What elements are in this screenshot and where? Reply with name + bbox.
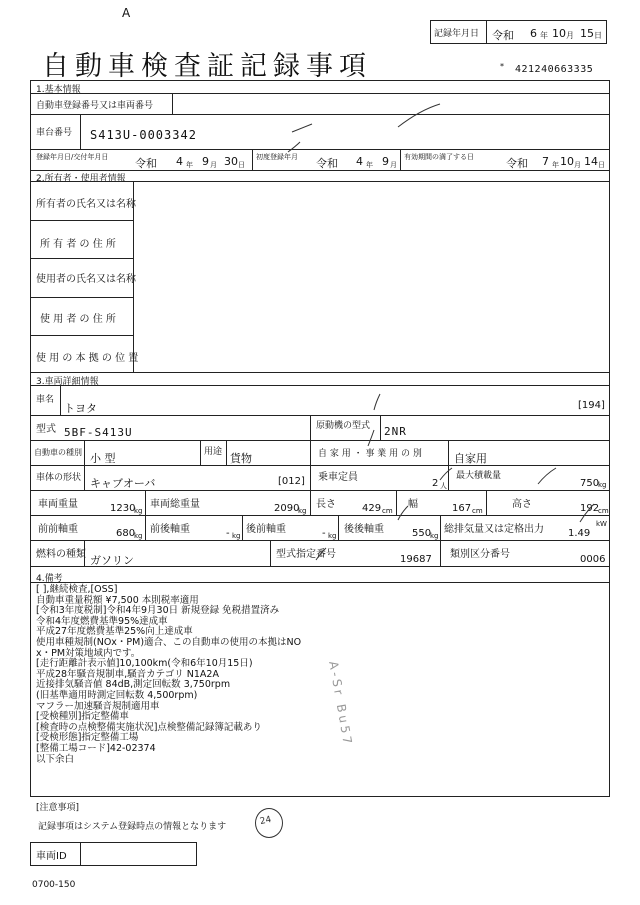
remark-line: 使用車種規制(NOx・PM)適合、この自動車の使用の本拠はNO — [36, 636, 302, 648]
serial-number: 421240663335 — [515, 64, 594, 75]
remark-line: マフラー加速騒音規制適用車 — [36, 700, 160, 712]
remark-line: [受検種別]指定整備車 — [36, 711, 129, 723]
notice-text: 記録事項はシステム登録時点の情報となります — [38, 822, 227, 832]
star-mark: * — [500, 62, 504, 71]
remark-line: x・PM対策地域内です。 — [36, 647, 141, 659]
handwritten-note: A-Sr Bu57 — [326, 660, 356, 748]
section-basic-title: 1.基本情報 — [36, 85, 81, 95]
record-date-label: 記録年月日 — [434, 29, 480, 39]
remark-line: [整備工場コード]42-02374 — [36, 742, 156, 754]
section-owner-title: 2.所有者・使用者情報 — [36, 174, 126, 184]
document-title: 自動車検査証記録事項 — [42, 51, 372, 82]
section-vehicle-title: 3.車両詳細情報 — [36, 377, 99, 387]
remark-line: 近接排気騒音値 84dB,測定回転数 3,750rpm — [36, 679, 231, 691]
remark-line: [受検形態]指定整備工場 — [36, 732, 139, 744]
form-number: 0700-150 — [32, 880, 76, 890]
remark-line: [走行距離計表示値]10,100km(令和6年10月15日) — [36, 658, 253, 670]
remark-line: 以下余白 — [36, 753, 75, 765]
remark-line: 平成27年度燃費基準25%向上達成車 — [36, 626, 193, 638]
section-remarks-title: 4.備考 — [36, 574, 63, 584]
notice-label: [注意事項] — [36, 803, 80, 813]
remark-line: 自動車重量税額 ¥7,500 本則税率適用 — [36, 594, 199, 606]
remark-line: 平成28年騒音規制車,騒音カテゴリ N1A2A — [36, 668, 219, 680]
remark-line: [検査時の点検整備実施状況]点検整備記録簿記載あり — [36, 721, 262, 733]
remark-line: 令和4年度燃費基準95%達成車 — [36, 615, 168, 627]
remark-line: (旧基準適用時測定回転数 4,500rpm) — [36, 689, 198, 701]
chassis-number: S413U-0003342 — [90, 128, 197, 142]
form-mark: A — [122, 6, 131, 20]
remark-line: [令和3年度税制]令和4年9月30日 新規登録 免税措置済み — [36, 605, 280, 617]
remark-line: [ ],継続検査,[OSS] — [36, 584, 118, 595]
vehicle-id-label: 車両ID — [36, 851, 67, 862]
